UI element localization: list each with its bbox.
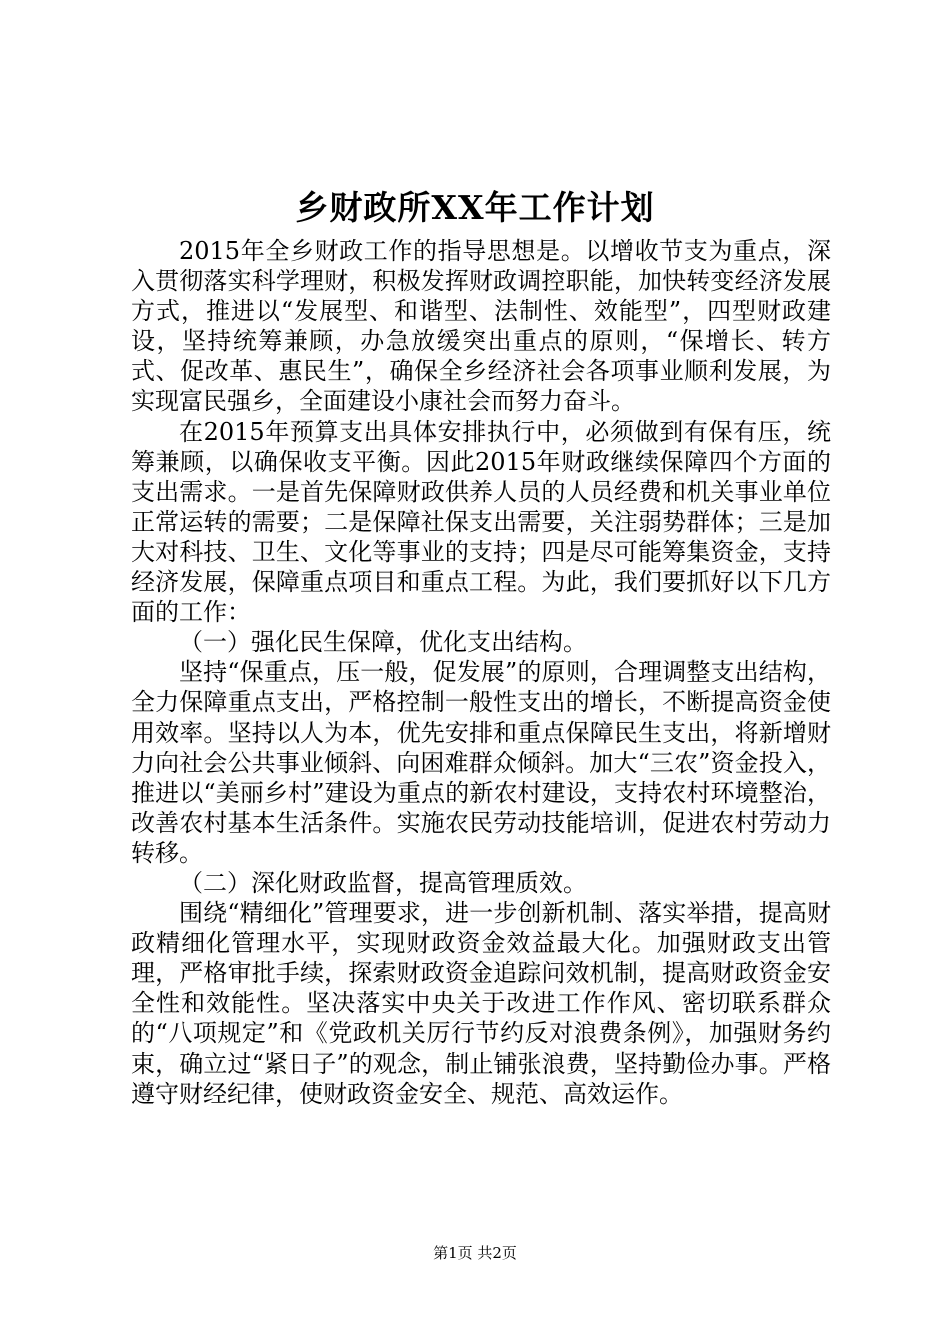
paragraph-guiding-ideology: 2015年全乡财政工作的指导思想是。以增收节支为重点，深入贯彻落实科学理财，积极发挥财政调控职能，加快转变经济发展方式，推进以“发展型、和谐型、法制性、效能型”，四型财政建设，坚持统筹兼顾，办急放缓突出重点的原则，“保增长、转方式、促改革、惠民生”，确保全乡经济社会各项事业顺利发展，为实现富民强乡，全面建设小康社会而努力奋斗。 — [131, 237, 831, 416]
paragraph-section-2: 围绕“精细化”管理要求，进一步创新机制、落实举措，提高财政精细化管理水平，实现财政资金效益最大化。加强财政支出管理，严格审批手续，探索财政资金追踪问效机制，提高财政资金安全性和效能性。坚决落实中央关于改进工作作风、密切联系群众的“八项规定”和《党政机关厉行节约反对浪费条例》，加强财务约束，确立过“紧日子”的观念，制止铺张浪费，坚持勤俭办事。严格遵守财经纪律，使财政资金安全、规范、高效运作。 — [131, 899, 831, 1108]
section-heading-2: （二）深化财政监督，提高管理质效。 — [179, 868, 587, 897]
document-body — [131, 236, 831, 1109]
paragraph-section-1: 坚持“保重点，压一般，促发展”的原则，合理调整支出结构，全力保障重点支出，严格控制一般性支出的增长，不断提高资金使用效率。坚持以人为本，优先安排和重点保障民生支出，将新增财力向社会公共事业倾斜、向困难群众倾斜。加大“三农”资金投入，推进以“美丽乡村”建设为重点的新农村建设，支持农村环境整治，改善农村基本生活条件。实施农民劳动技能培训，促进农村劳动力转移。 — [131, 658, 831, 867]
section-heading-1: （一）强化民生保障，优化支出结构。 — [179, 628, 587, 657]
paragraph-budget-arrangement: 在2015年预算支出具体安排执行中，必须做到有保有压，统筹兼顾，以确保收支平衡。因此2015年财政继续保障四个方面的支出需求。一是首先保障财政供养人员的人员经费和机关事业单位正常运转的需要；二是保障社保支出需要，关注弱势群体；三是加大对科技、卫生、文化等事业的支持；四是尽可能筹集资金，支持经济发展，保障重点项目和重点工程。为此，我们要抓好以下几方面的工作： — [131, 417, 831, 627]
document-title: 乡财政所XX年工作计划 — [295, 188, 655, 227]
page-number-footer: 第1页 共2页 — [433, 1244, 517, 1262]
